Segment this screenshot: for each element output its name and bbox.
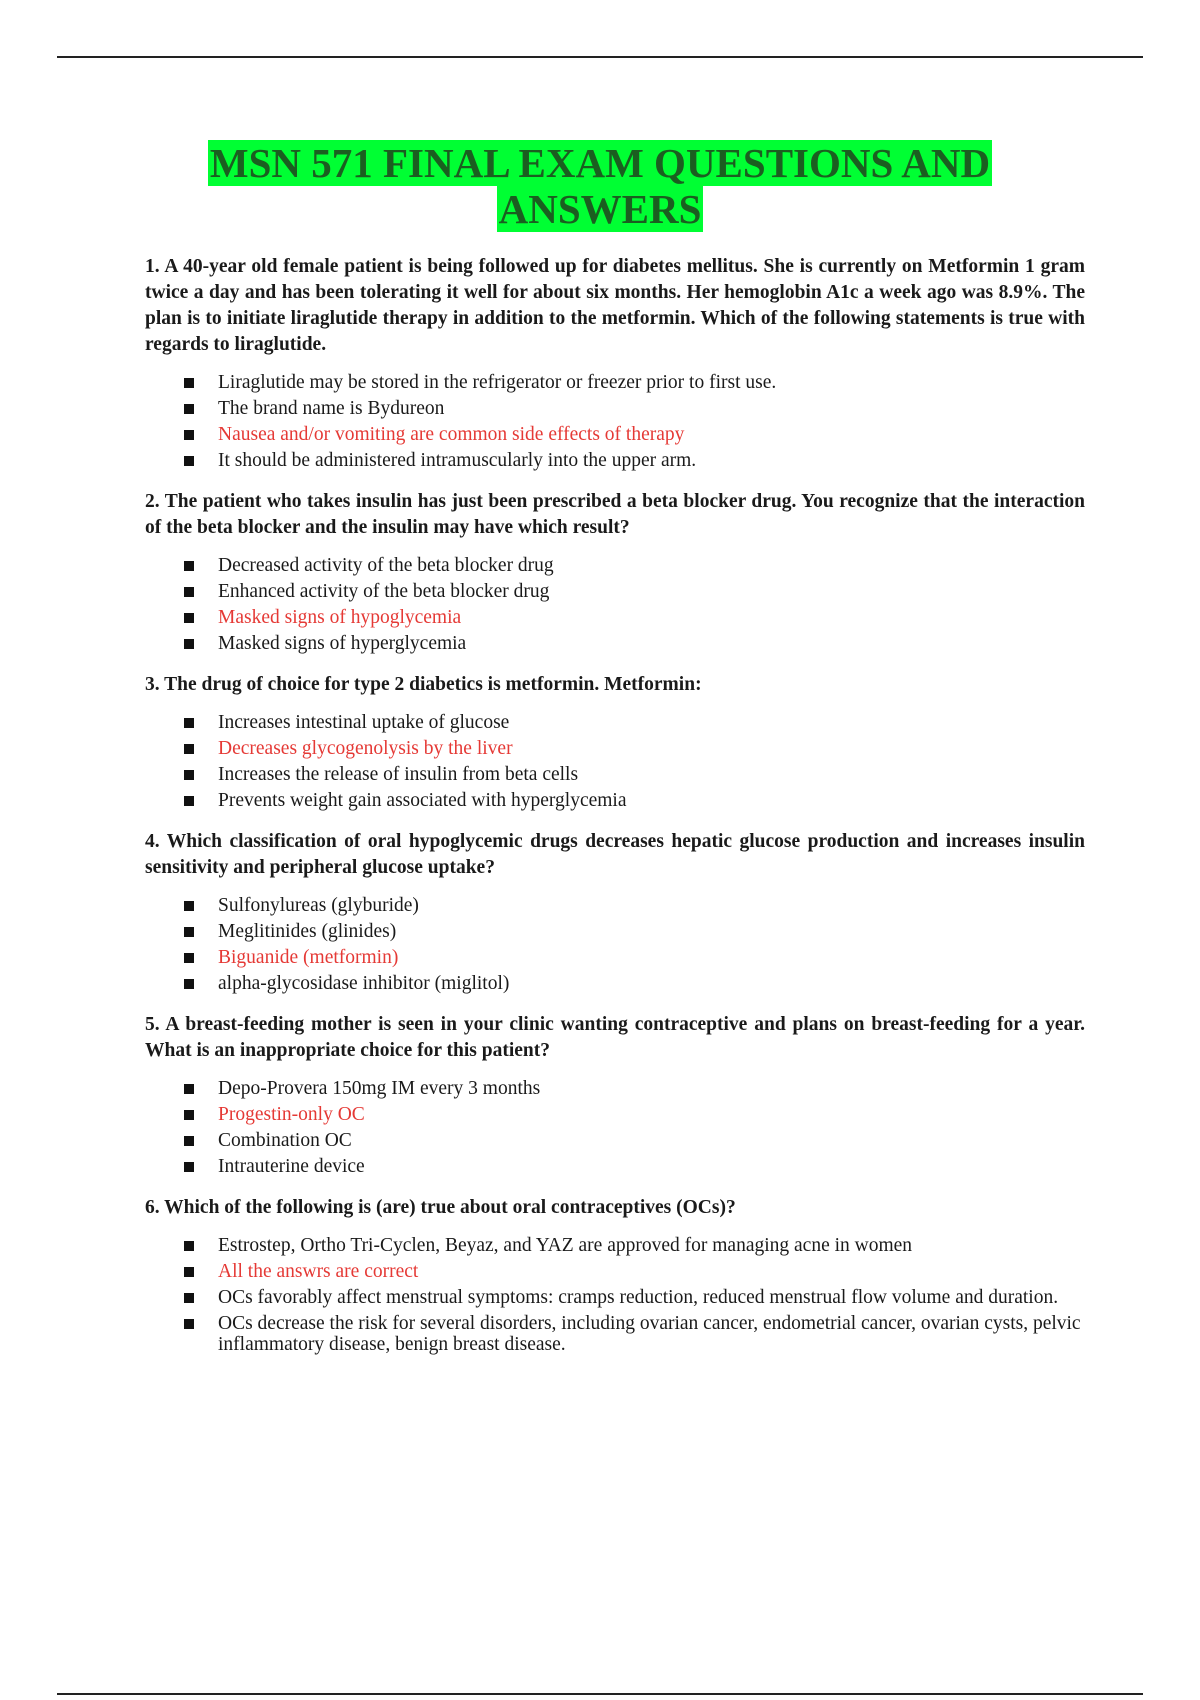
answer-option-text: The brand name is Bydureon — [218, 398, 445, 419]
answer-option — [145, 973, 1085, 994]
square-bullet-icon — [184, 1110, 194, 1120]
question-4: 4. Which classification of oral hypoglycemic drugs decreases hepatic glucose production and increases insulin sensitivity and peripheral glucose uptake? — [145, 831, 1085, 878]
answer-option — [145, 1287, 1085, 1308]
answer-option-text: Progestin-only OC — [218, 1104, 365, 1125]
answer-option-text: Biguanide (metformin) — [218, 947, 399, 968]
correct-answer-option — [145, 424, 1085, 445]
square-bullet-icon — [184, 404, 194, 414]
square-bullet-icon — [184, 953, 194, 963]
answer-option — [145, 712, 1085, 733]
answer-options-2 — [145, 555, 1085, 654]
answer-options-5 — [145, 1078, 1085, 1177]
answer-option-text: Prevents weight gain associated with hyperglycemia — [218, 790, 627, 811]
answer-option-text: OCs favorably affect menstrual symptoms: cramps reduction, reduced menstrual flow volume and duration. — [218, 1287, 1059, 1308]
answer-option — [145, 581, 1085, 602]
answer-option — [145, 1078, 1085, 1099]
answer-option-text: Sulfonylureas (glyburide) — [218, 895, 419, 916]
answer-option — [145, 895, 1085, 916]
square-bullet-icon — [184, 613, 194, 623]
square-bullet-icon — [184, 1084, 194, 1094]
title-line-1: MSN 571 FINAL EXAM QUESTIONS AND — [209, 140, 991, 186]
square-bullet-icon — [184, 901, 194, 911]
answer-option-text: It should be administered intramuscularly into the upper arm. — [218, 450, 697, 471]
question-list — [145, 254, 1085, 1373]
answer-option-text: OCs decrease the risk for several disorders, including ovarian cancer, endometrial cancer, ovarian cysts, pelvic inflammatory disease, benign breast disease. — [218, 1313, 1081, 1355]
square-bullet-icon — [184, 587, 194, 597]
answer-option-text: Meglitinides (glinides) — [218, 921, 397, 942]
square-bullet-icon — [184, 927, 194, 937]
correct-answer-option — [145, 1104, 1085, 1125]
correct-answer-option — [145, 947, 1085, 968]
answer-option — [145, 372, 1085, 393]
answer-option — [145, 764, 1085, 785]
correct-answer-option — [145, 738, 1085, 759]
answer-option — [145, 450, 1085, 471]
answer-option — [145, 633, 1085, 654]
square-bullet-icon — [184, 1293, 194, 1303]
answer-option-text: Increases intestinal uptake of glucose — [218, 712, 510, 733]
square-bullet-icon — [184, 1136, 194, 1146]
answer-options-6 — [145, 1235, 1085, 1355]
correct-answer-option — [145, 607, 1085, 628]
question-2: 2. The patient who takes insulin has just been prescribed a beta blocker drug. You recognize that the interaction of the beta blocker and the insulin may have which result? — [145, 491, 1085, 538]
answer-option-text: Combination OC — [218, 1130, 352, 1151]
square-bullet-icon — [184, 796, 194, 806]
square-bullet-icon — [184, 1162, 194, 1172]
answer-option — [145, 1156, 1085, 1177]
answer-option — [145, 921, 1085, 942]
answer-option — [145, 790, 1085, 811]
bottom-rule — [57, 1693, 1143, 1695]
answer-option-text: Nausea and/or vomiting are common side effects of therapy — [218, 424, 685, 445]
square-bullet-icon — [184, 718, 194, 728]
answer-options-3 — [145, 712, 1085, 811]
question-6: 6. Which of the following is (are) true about oral contraceptives (OCs)? — [145, 1197, 736, 1218]
correct-answer-option — [145, 1261, 1085, 1282]
answer-option-text: Intrauterine device — [218, 1156, 365, 1177]
answer-option-text: Decreased activity of the beta blocker drug — [218, 555, 554, 576]
square-bullet-icon — [184, 456, 194, 466]
answer-option-text: Enhanced activity of the beta blocker drug — [218, 581, 550, 602]
answer-option-text: Estrostep, Ortho Tri-Cyclen, Beyaz, and YAZ are approved for managing acne in women — [218, 1235, 913, 1256]
title-line-2: ANSWERS — [498, 186, 702, 232]
answer-options-4 — [145, 895, 1085, 994]
square-bullet-icon — [184, 979, 194, 989]
square-bullet-icon — [184, 378, 194, 388]
question-1: 1. A 40-year old female patient is being followed up for diabetes mellitus. She is currently on Metformin 1 gram twice a day and has been tolerating it well for about six months. Her hemoglobin A1c a week ago was 8.9%. The plan is to initiate liraglutide therapy in addition to the metformin. Which of the following statements is true with regards to liraglutide. — [145, 256, 1085, 355]
square-bullet-icon — [184, 639, 194, 649]
square-bullet-icon — [184, 1267, 194, 1277]
answer-option — [145, 555, 1085, 576]
answer-option — [145, 1130, 1085, 1151]
answer-option-text: Liraglutide may be stored in the refrigerator or freezer prior to first use. — [218, 372, 777, 393]
square-bullet-icon — [184, 744, 194, 754]
square-bullet-icon — [184, 1241, 194, 1251]
answer-option-text: Decreases glycogenolysis by the liver — [218, 738, 513, 759]
top-rule — [57, 56, 1143, 58]
square-bullet-icon — [184, 770, 194, 780]
answer-option-text: Masked signs of hypoglycemia — [218, 607, 462, 628]
question-5: 5. A breast-feeding mother is seen in your clinic wanting contraceptive and plans on breast-feeding for a year. What is an inappropriate choice for this patient? — [145, 1014, 1085, 1061]
square-bullet-icon — [184, 561, 194, 571]
answer-option-text: Increases the release of insulin from beta cells — [218, 764, 579, 785]
answer-option-text: Depo-Provera 150mg IM every 3 months — [218, 1078, 541, 1099]
answer-option — [145, 1235, 1085, 1256]
answer-options-1 — [145, 372, 1085, 471]
answer-option-text: alpha-glycosidase inhibitor (miglitol) — [218, 973, 510, 994]
page-title — [0, 140, 1200, 232]
question-3: 3. The drug of choice for type 2 diabetics is metformin. Metformin: — [145, 674, 702, 695]
square-bullet-icon — [184, 430, 194, 440]
answer-option — [145, 398, 1085, 419]
answer-option-text: Masked signs of hyperglycemia — [218, 633, 467, 654]
answer-option — [145, 1313, 1085, 1355]
square-bullet-icon — [184, 1319, 194, 1329]
answer-option-text: All the answrs are correct — [218, 1261, 419, 1282]
